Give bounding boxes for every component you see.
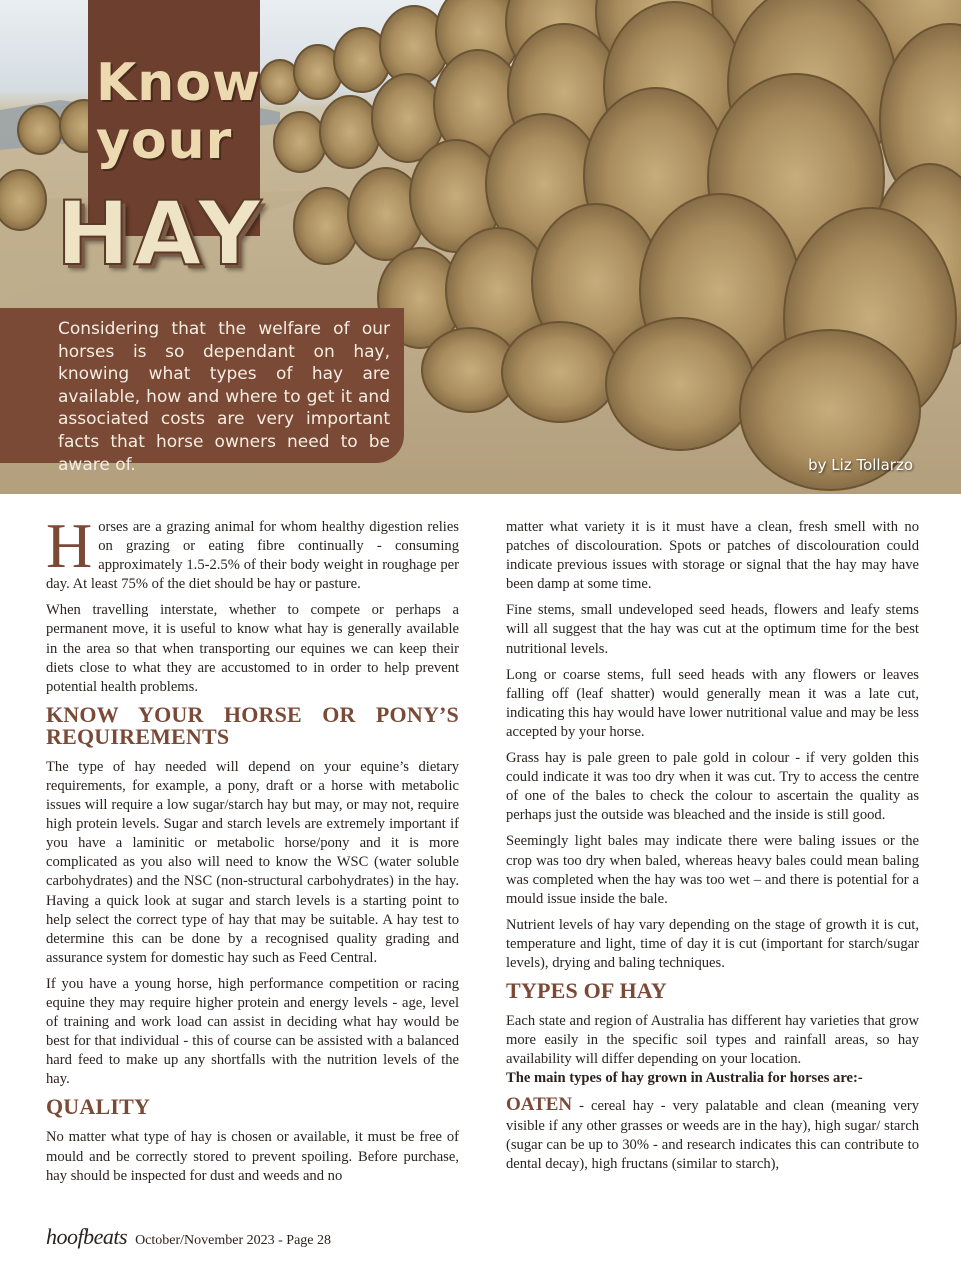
footer-issue: October/November 2023 - Page 28	[135, 1233, 332, 1248]
byline: by Liz Tollarzo	[808, 456, 913, 474]
hero-banner	[0, 0, 961, 494]
heading-requirements: KNOW YOUR HORSE OR PONY’S REQUIREMENTS	[46, 701, 459, 749]
paragraph: matter what variety it is it must have a clean, fresh smell with no patches of discolouration. Spots or patches of discolouration could indicate previous issues with storage or signal that the hay may have been damp at some time.	[506, 519, 919, 593]
paragraph: Long or coarse stems, full seed heads with any flowers or leaves falling off (leaf shatter) would generally mean it was a late cut, indicating this hay would have lower nutritional value and may be less accepted by your horse.	[506, 666, 919, 740]
paragraph: Seemingly light bales may indicate there were baling issues or the crop was too dry when baled, whereas heavy bales could mean baling was completed when the hay was too wet – and there is potential for a mould issue inside the bale.	[506, 833, 919, 907]
oaten-term: OATEN	[506, 1094, 573, 1116]
paragraph-text: orses are a grazing animal for whom healthy digestion relies on grazing or eating fibre continually - consuming approximately 1.5-2.5% of their body weight in roughage per day. At least 75% of the diet should be hay or pasture.	[46, 519, 459, 593]
paragraph	[46, 510, 459, 594]
paragraph: If you have a young horse, high performance competition or racing equine they may require higher protein and energy levels - age, level of training and work load can assist in deciding what hay would be best for that individual - this of course can be assisted with a balanced hard feed to make up any shortfalls with the nutrition levels of the hay.	[46, 975, 459, 1088]
intro-box	[0, 308, 404, 475]
heading-types: TYPES OF HAY	[506, 978, 667, 1004]
left-column	[46, 510, 459, 1193]
page-footer	[46, 1224, 331, 1250]
paragraph: Grass hay is pale green to pale gold in colour - if very golden this could indicate it was too dry when it was cut. Try to access the centre of one of the bales to check the colour to ascertain the quality as perhaps just the outside was bleached and the inside is still good.	[506, 750, 919, 824]
paragraph: Each state and region of Australia has different hay varieties that grow more easily in the specific soil types and rainfall areas, so hay availability will differ depending on your location.	[506, 1013, 919, 1068]
intro-text: Considering that the welfare of our horses is so dependant on hay, knowing what types of hay are available, how and where to get it and associated costs are very important facts that horse owners need to be aware of.	[58, 319, 390, 475]
paragraph: Fine stems, small undeveloped seed heads, flowers and leafy stems will all suggest that the hay was cut at the optimum time for the best nutritional levels.	[506, 602, 919, 657]
paragraph: Nutrient levels of hay vary depending on the stage of growth it is cut, temperature and light, time of day it is cut (important for starch/sugar levels), drying and baling techniques.	[506, 916, 919, 971]
paragraph-oaten	[506, 1095, 919, 1173]
paragraph: The type of hay needed will depend on your equine’s dietary requirements, for example, a pony, draft or a horse with metabolic issues will require a low sugar/starch hay but may, or may not, require high protein levels. Sugar and starch levels are extremely important if you have a laminitic or metabolic horse/pony and it is more complicated as you also will need to know the WSC (water soluble carbohydrates) and the NSC (non-structural carbohydrates) in the hay. Having a quick look at sugar and starch levels is a starting point to help select the correct type of hay that may be suitable. A hay test to determine this can be done by a recognised quality grading and assurance system for domestic hay such as Feed Central.	[46, 758, 459, 966]
paragraph: No matter what type of hay is chosen or available, it must be free of mould and be correctly stored to prevent spoiling. Before purchase, hay should be inspected for dust and weeds and no	[46, 1129, 459, 1184]
oaten-text: - cereal hay - very palatable and clean (meaning very visible if any other grasses or weeds are in the hay), high sugar/ starch (sugar can be up to 30% - and research indicates this can contribute to dental decay), high fructans (similar to starch),	[506, 1098, 919, 1172]
title-know: Know	[96, 53, 262, 113]
title-hay: HAY	[56, 182, 266, 285]
footer-brand: hoofbeats	[46, 1224, 128, 1249]
dropcap: H	[46, 510, 93, 581]
paragraph-bold: The main types of hay grown in Australia for horses are:-	[506, 1070, 863, 1087]
paragraph: When travelling interstate, whether to compete or perhaps a permanent move, it is useful to know what hay is generally available in the area so that when transporting our equines we can keep their diets close to what they are accustomed to in order to help prevent potential health problems.	[46, 602, 459, 695]
heading-quality: QUALITY	[46, 1094, 151, 1120]
right-column	[506, 518, 919, 1181]
title-your: your	[96, 111, 233, 171]
